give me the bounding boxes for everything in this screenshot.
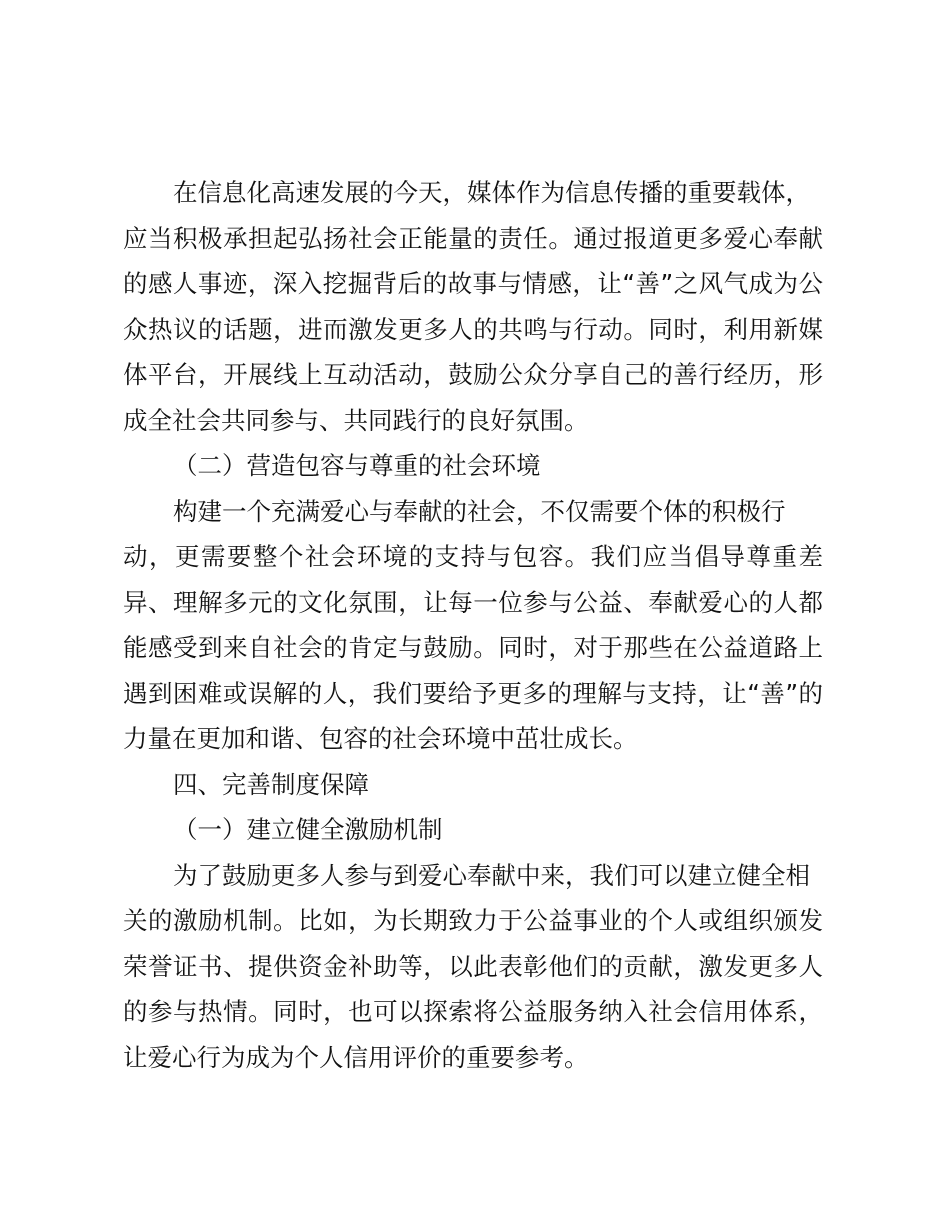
paragraph-line-media-2: 应当积极承担起弘扬社会正能量的责任。通过报道更多爱心奉献 xyxy=(123,223,823,253)
section-heading-incentive-mechanism: （一）建立健全激励机制 xyxy=(173,815,443,844)
paragraph-line-incentive-2: 关的激励机制。比如，为长期致力于公益事业的个人或组织颁发 xyxy=(123,906,823,935)
section-heading-inclusive-environment: （二）营造包容与尊重的社会环境 xyxy=(173,451,541,480)
paragraph-line-media-3: 的感人事迹，深入挖掘背后的故事与情感，让“善”之风气成为公 xyxy=(123,269,823,298)
paragraph-line-incentive-4: 的参与热情。同时，也可以探索将公益服务纳入社会信用体系， xyxy=(123,997,823,1026)
paragraph-line-incentive-3: 荣誉证书、提供资金补助等，以此表彰他们的贡献，激发更多人 xyxy=(123,951,823,981)
paragraph-line-environment-1: 构建一个充满爱心与奉献的社会，不仅需要个体的积极行 xyxy=(173,496,786,526)
paragraph-line-media-4: 众热议的话题，进而激发更多人的共鸣与行动。同时，利用新媒 xyxy=(123,314,823,344)
paragraph-line-incentive-1: 为了鼓励更多人参与到爱心奉献中来，我们可以建立健全相 xyxy=(173,860,810,890)
paragraph-line-media-6: 成全社会共同参与、共同践行的良好氛围。 xyxy=(123,405,589,435)
paragraph-line-environment-5: 遇到困难或误解的人，我们要给予更多的理解与支持，让“善”的 xyxy=(123,678,823,708)
paragraph-line-environment-3: 异、理解多元的文化氛围，让每一位参与公益、奉献爱心的人都 xyxy=(123,587,823,617)
paragraph-line-environment-6: 力量在更加和谐、包容的社会环境中茁壮成长。 xyxy=(123,724,638,753)
paragraph-line-media-1: 在信息化高速发展的今天，媒体作为信息传播的重要载体， xyxy=(173,178,810,207)
document-body xyxy=(123,170,823,1080)
paragraph-line-incentive-5: 让爱心行为成为个人信用评价的重要参考。 xyxy=(123,1042,589,1072)
paragraph-line-media-5: 体平台，开展线上互动活动，鼓励公众分享自己的善行经历，形 xyxy=(123,360,823,389)
paragraph-line-environment-4: 能感受到来自社会的肯定与鼓励。同时，对于那些在公益道路上 xyxy=(123,633,823,662)
section-heading-system-guarantee: 四、完善制度保障 xyxy=(173,769,369,799)
paragraph-line-environment-2: 动，更需要整个社会环境的支持与包容。我们应当倡导尊重差 xyxy=(123,542,823,571)
